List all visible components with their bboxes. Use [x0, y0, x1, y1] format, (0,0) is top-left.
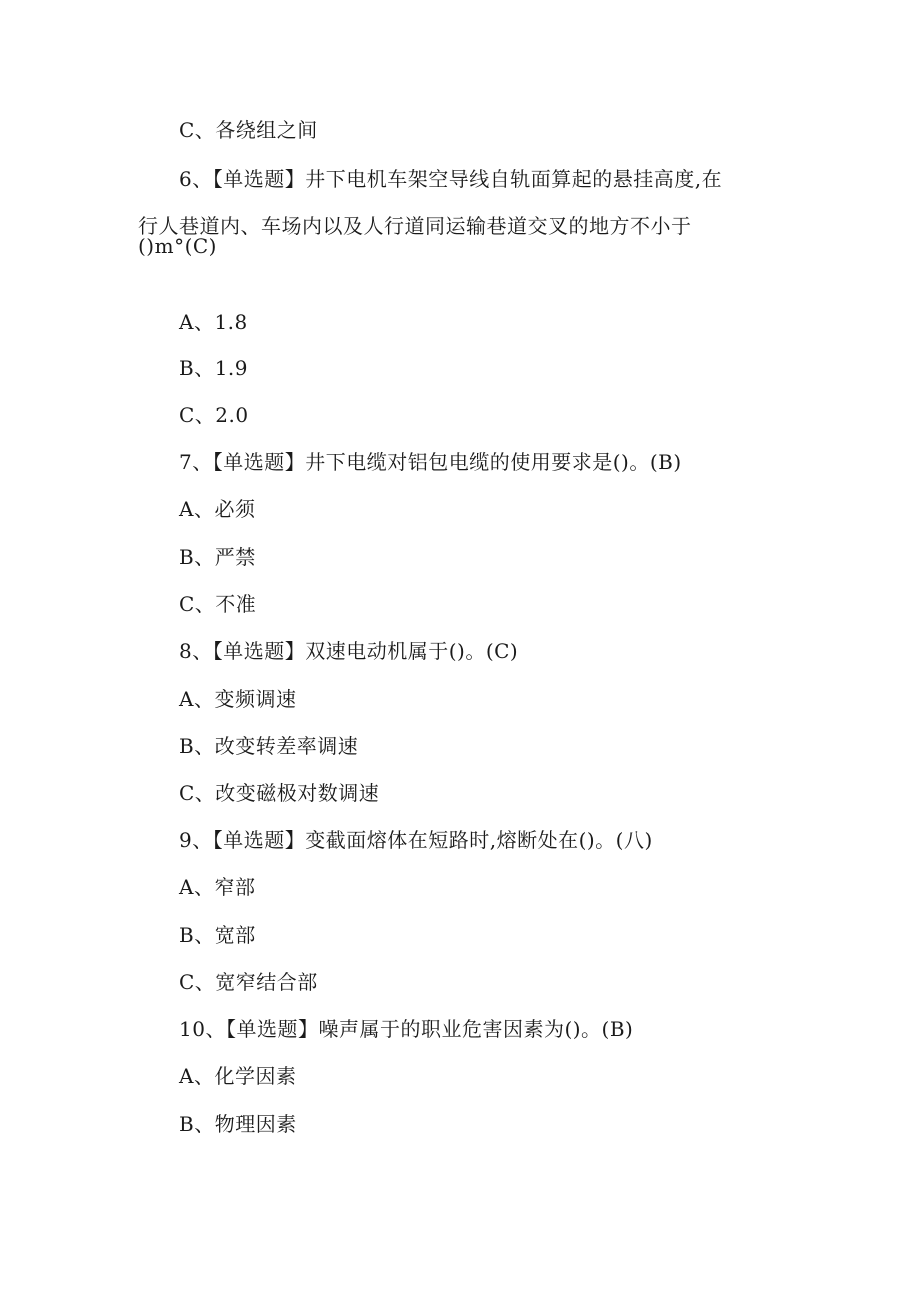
option-c-q6: C、2.0: [179, 403, 249, 427]
option-b-q9: B、宽部: [179, 923, 256, 947]
question-9: 9、【单选题】变截面熔体在短路时,熔断处在()。(八): [179, 828, 653, 852]
option-b-q10: B、物理因素: [179, 1112, 297, 1136]
question-8: 8、【单选题】双速电动机属于()。(C): [179, 639, 519, 663]
option-c-q7: C、不准: [179, 592, 257, 616]
question-6-line-1: 6、【单选题】井下电机车架空导线自轨面算起的悬挂高度,在: [179, 167, 723, 191]
option-c-q8: C、改变磁极对数调速: [179, 781, 380, 805]
option-b-q6: B、1.9: [179, 356, 249, 380]
option-a-q10: A、化学因素: [179, 1064, 297, 1088]
question-10: 10、【单选题】噪声属于的职业危害因素为()。(B): [179, 1017, 634, 1041]
question-6-line-3: ()m°(C): [138, 234, 217, 258]
option-a-q6: A、1.8: [179, 310, 248, 334]
question-7: 7、【单选题】井下电缆对铝包电缆的使用要求是()。(B): [179, 450, 682, 474]
question-6-line-2: 行人巷道内、车场内以及人行道同运输巷道交叉的地方不小于: [138, 214, 692, 238]
option-a-q8: A、变频调速: [179, 687, 297, 711]
option-a-q9: A、窄部: [179, 875, 256, 899]
option-c-q5: C、各绕组之间: [179, 118, 318, 142]
option-c-q9: C、宽窄结合部: [179, 970, 318, 994]
option-b-q8: B、改变转差率调速: [179, 734, 359, 758]
option-b-q7: B、严禁: [179, 545, 256, 569]
option-a-q7: A、必须: [179, 497, 256, 521]
